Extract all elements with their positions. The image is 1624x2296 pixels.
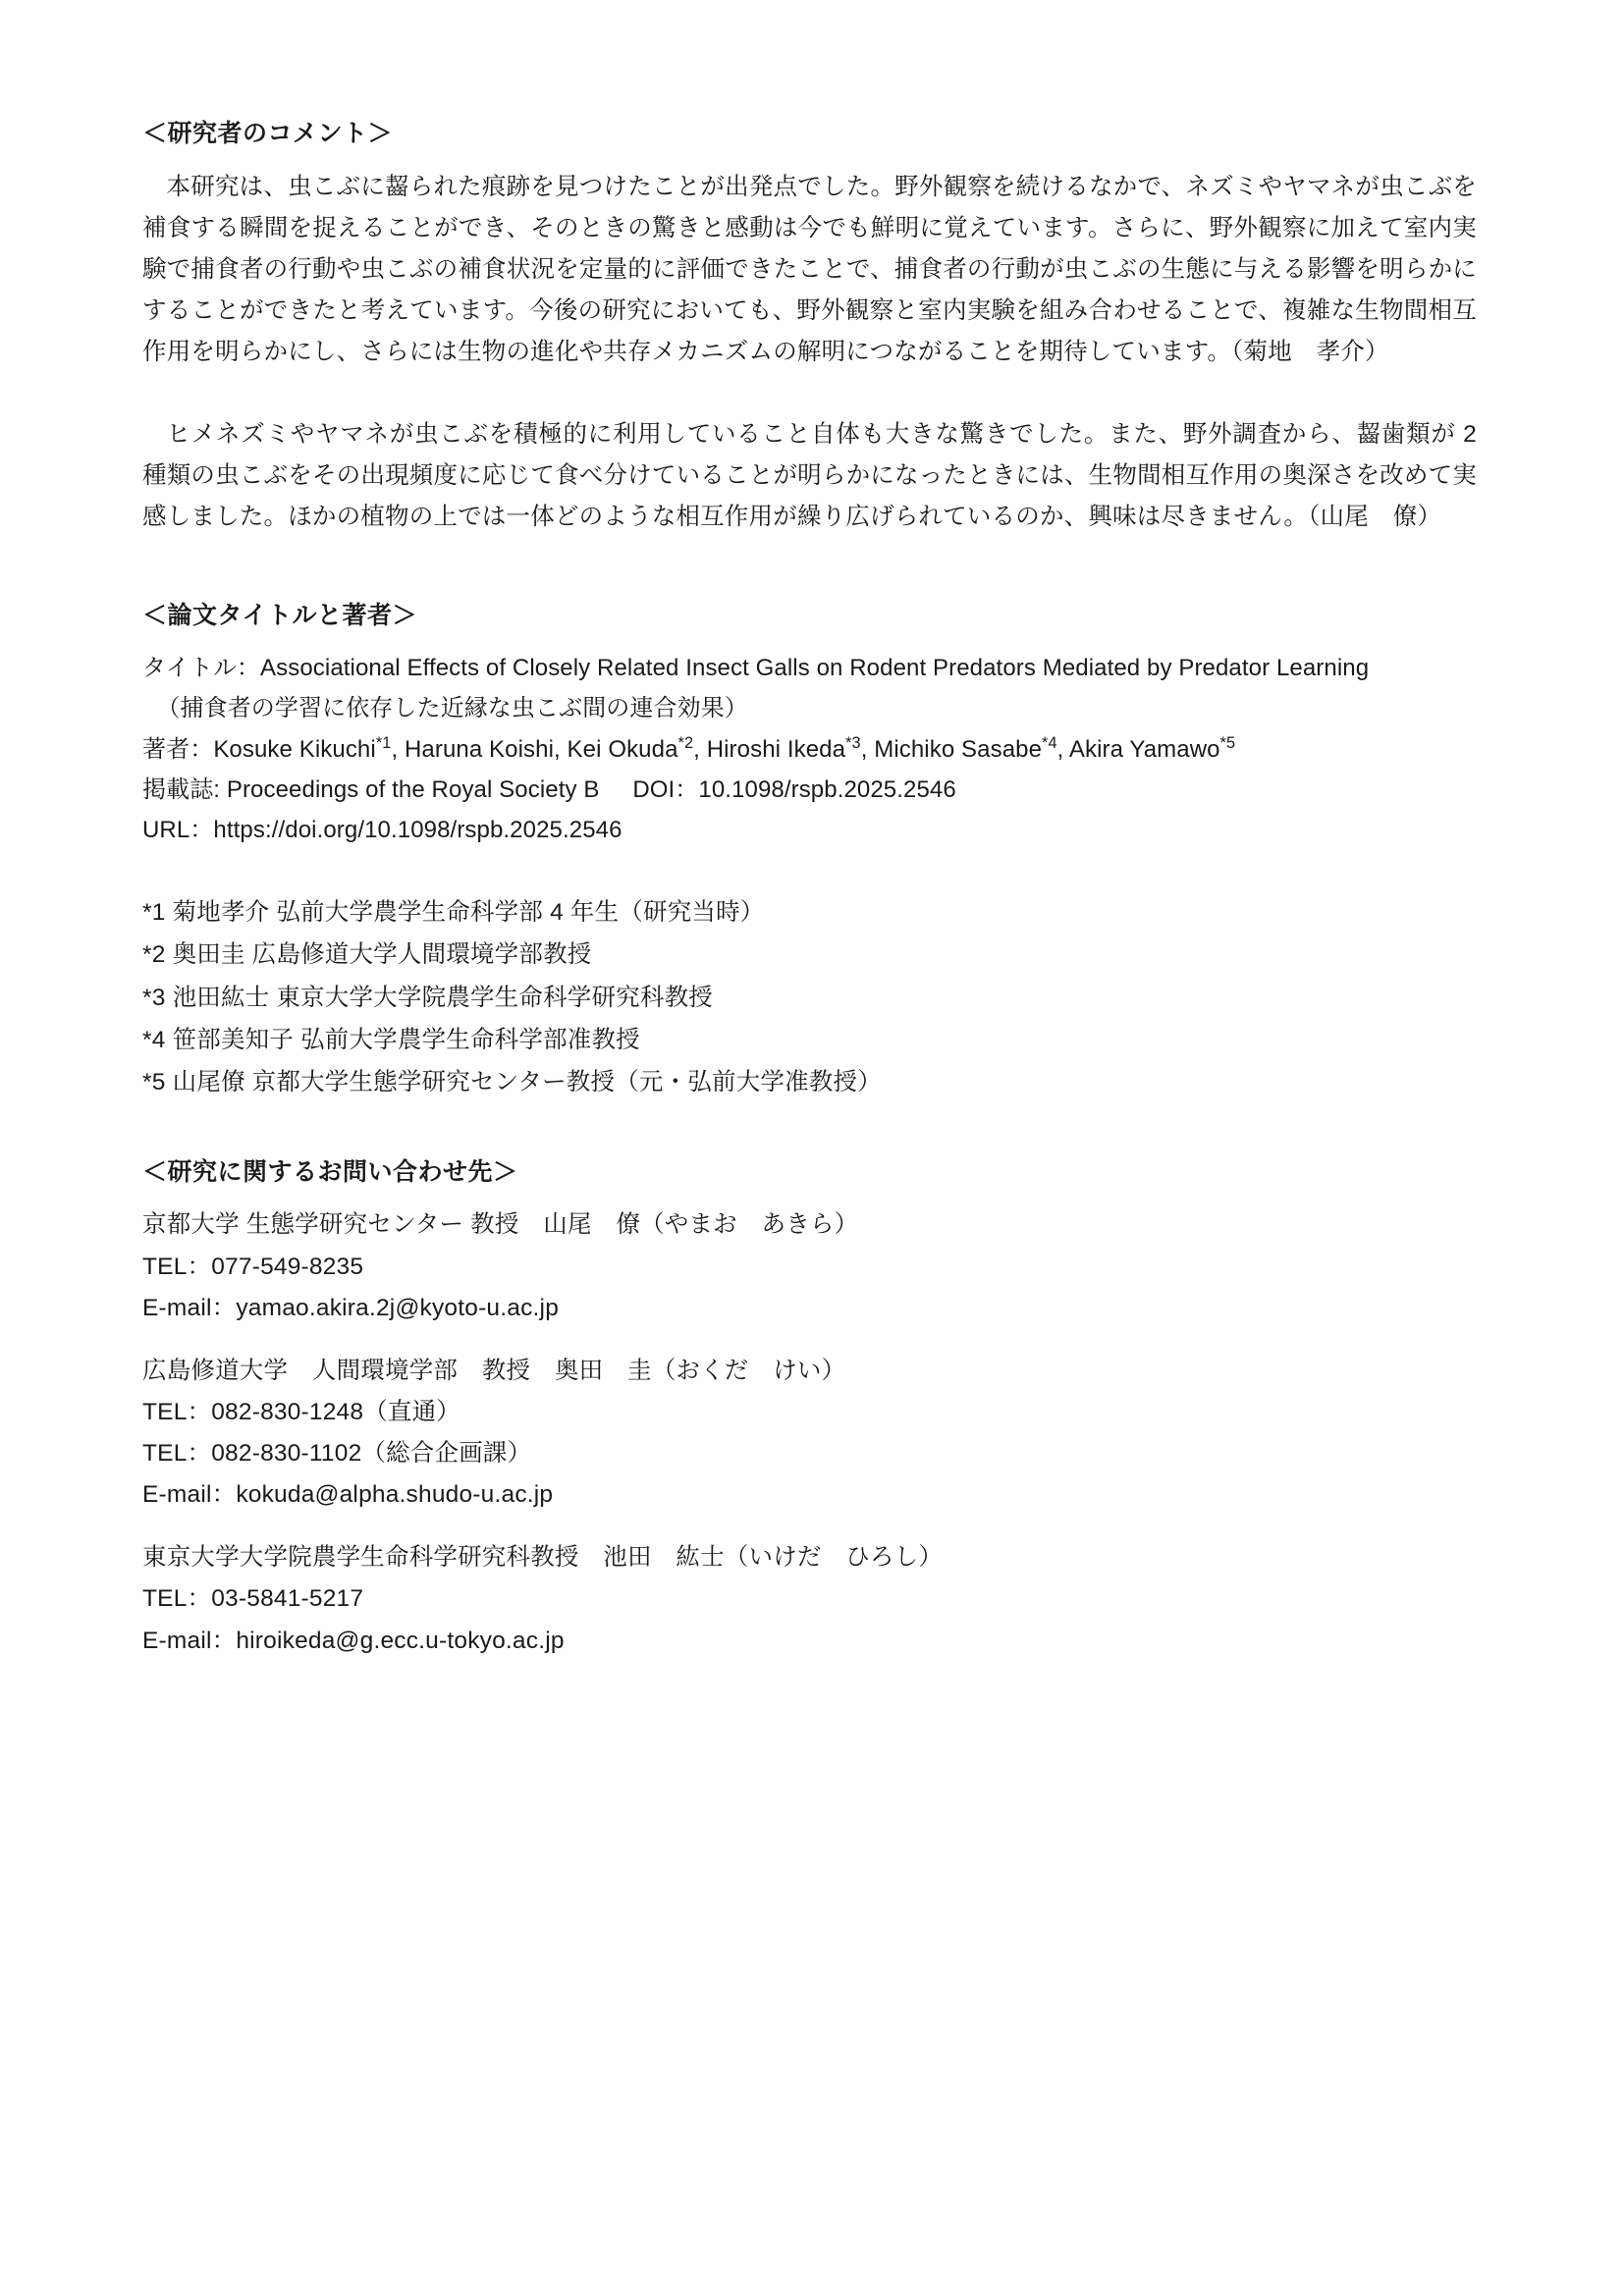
contact-name: 東京大学大学院農学生命科学研究科教授 池田 紘士（いけだ ひろし） <box>142 1544 944 1572</box>
paper-url-label: URL： <box>142 817 214 844</box>
section-heading-contact: ＜研究に関するお問い合わせ先＞ <box>142 1157 518 1186</box>
section-researcher-comment <box>142 116 1477 539</box>
spacer <box>142 373 1477 414</box>
comment-paragraph-2: ヒメネズミやヤマネが虫こぶを積極的に利用していること自体も大きな驚きでした。また、野外調査から、齧歯類が 2 種類の虫こぶをその出現頻度に応じて食べ分けていることが明らかになったときには、生物間相互作用の奥深さを改めて実感しました。ほかの植物の上では一体どのような相互作用が繰り広げられているのか、興味は尽きません。（山尾 僚） <box>142 421 1477 531</box>
contact-tel: TEL：082-830-1248（直通） <box>142 1398 461 1425</box>
contact-entry-tokyo <box>142 1537 1477 1661</box>
affiliation-item: *5 山尾僚 京都大学生態学研究センター教授（元・弘前大学准教授） <box>142 1068 882 1095</box>
contact-entry-kyoto <box>142 1204 1477 1328</box>
paper-url-line <box>142 810 1477 850</box>
paper-journal-label: 掲載誌: <box>142 775 221 803</box>
paper-title-line <box>142 648 1477 688</box>
contact-email[interactable]: E-mail：yamao.akira.2j@kyoto-u.ac.jp <box>142 1294 560 1321</box>
paper-url[interactable]: https://doi.org/10.1098/rspb.2025.2546 <box>213 817 623 844</box>
spacer <box>142 539 1477 598</box>
affiliation-item: *1 菊地孝介 弘前大学農学生命科学部 4 年生（研究当時） <box>142 899 765 927</box>
paper-doi-label: DOI： <box>632 775 699 803</box>
spacer <box>142 1329 1477 1351</box>
affiliation-list <box>142 891 1477 1103</box>
contact-name: 京都大学 生態学研究センター 教授 山尾 僚（やまお あきら） <box>142 1211 859 1239</box>
paper-authors-line <box>142 729 1477 770</box>
spacer <box>142 1103 1477 1154</box>
section-contact <box>142 1154 1477 1662</box>
paper-title-ja: （捕食者の学習に依存した近縁な虫こぶ間の連合効果） <box>156 695 748 722</box>
paper-doi: 10.1098/rspb.2025.2546 <box>698 775 956 803</box>
comment-paragraph-1: 本研究は、虫こぶに齧られた痕跡を見つけたことが出発点でした。野外観察を続けるなかで、ネズミやヤマネが虫こぶを補食する瞬間を捉えることができ、そのときの驚きと感動は今でも鮮明に覚えています。さらに、野外観察に加えて室内実験で捕食者の行動や虫こぶの補食状況を定量的に評価できたことで、捕食者の行動が虫こぶの生態に与える影響を明らかにすることができたと考えています。今後の研究においても、野外観察と室内実験を組み合わせることで、複雑な生物間相互作用を明らかにし、さらには生物の進化や共存メカニズムの解明につながることを期待しています。（菊地 孝介） <box>142 173 1477 365</box>
paper-authors: Kosuke Kikuchi$^{*1}$, Haruna Koishi, Kei Okuda$^{*2}$, Hiroshi Ikeda$^{*3}$, Michiko Sasabe$^{*4}$, Akira Yamawo$^{*5}$ <box>213 733 1236 763</box>
paper-authors-label: 著者： <box>142 735 214 763</box>
section-heading-comment: ＜研究者のコメント＞ <box>142 120 394 147</box>
contact-tel: TEL：077-549-8235 <box>142 1253 364 1280</box>
contact-tel: TEL：082-830-1102（総合企画課） <box>142 1440 532 1467</box>
spacer <box>142 850 1477 891</box>
contact-entry-hiroshima <box>142 1351 1477 1517</box>
affiliation-item: *2 奥田圭 広島修道大学人間環境学部教授 <box>142 941 592 969</box>
contact-name: 広島修道大学 人間環境学部 教授 奥田 圭（おくだ けい） <box>142 1357 846 1384</box>
paper-journal: Proceedings of the Royal Society B <box>226 775 600 803</box>
contact-email[interactable]: E-mail：kokuda@alpha.shudo-u.ac.jp <box>142 1481 554 1509</box>
affiliation-item: *3 池田紘士 東京大学大学院農学生命科学研究科教授 <box>142 984 713 1011</box>
spacer <box>142 1516 1477 1537</box>
contact-email[interactable]: E-mail：hiroikeda@g.ecc.u-tokyo.ac.jp <box>142 1627 565 1654</box>
paper-title-label: タイトル： <box>142 655 261 681</box>
section-paper-info <box>142 598 1477 1103</box>
paper-title-en: Associational Effects of Closely Related Insect Galls on Rodent Predators Mediated by Predator Learning <box>260 655 1370 681</box>
paper-journal-line <box>142 770 1477 810</box>
affiliation-item: *4 笹部美知子 弘前大学農学生命科学部准教授 <box>142 1026 640 1053</box>
section-heading-paper: ＜論文タイトルと著者＞ <box>142 601 418 629</box>
contact-tel: TEL：03-5841-5217 <box>142 1585 364 1613</box>
